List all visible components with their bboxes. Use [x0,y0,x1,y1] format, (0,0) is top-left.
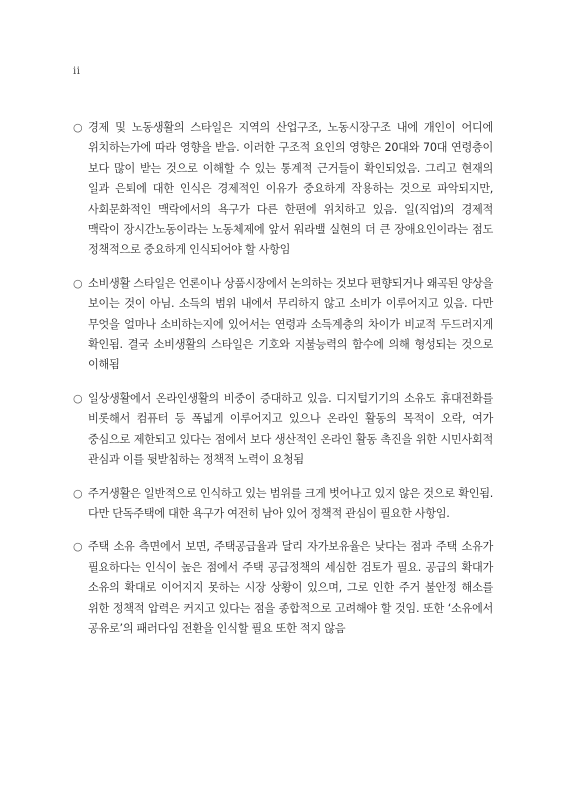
bullet-text: 일상생활에서 온라인생활의 비중이 증대하고 있음. 디지털기기의 소유도 휴대전화를 비롯해서 컴퓨터 등 폭넓게 이루어지고 있으나 온라인 활동의 목적이 오락, 여가 중심으로 제한되고 있다는 점에서 보다 생산적인 온라인 활동 촉진을 위한 시민사회적 관심과 이를 뒷받침하는 정책적 노력이 요청됨 [88,391,493,467]
bullet-circle-icon: ○ [73,121,83,134]
bullet-circle-icon: ○ [73,391,83,405]
bullet-circle-icon: ○ [73,486,83,500]
bullet-item [73,118,493,261]
bullet-circle-icon: ○ [73,276,83,290]
bullet-item [73,484,493,525]
page-number: ii [73,66,81,77]
bullet-text: 주거생활은 일반적으로 인식하고 있는 범위를 크게 벗어나고 있지 않은 것으로 확인됨. 다만 단독주택에 대한 욕구가 여전히 남아 있어 정책적 관심이 필요한 사항임. [88,486,493,520]
summary-bullet-list [73,118,493,652]
bullet-item [73,274,493,376]
bullet-circle-icon: ○ [73,540,83,554]
bullet-item [73,389,493,471]
bullet-text: 소비생활 스타일은 언론이나 상품시장에서 논의하는 것보다 편향되거나 왜곡된 양상을 보이는 것이 아님. 소득의 범위 내에서 무리하지 않고 소비가 이루어지고 있음. 다만 무엇을 얼마나 소비하는지에 있어서는 연령과 소득계층의 차이가 비교적 두드러지게 확인됨. 결국 소비생활의 스타일은 기호와 지불능력의 함수에 의해 형성되는 것으로 이해됨 [88,276,493,372]
bullet-text: 경제 및 노동생활의 스타일은 지역의 산업구조, 노동시장구조 내에 개인이 어디에 위치하는가에 따라 영향을 받음. 이러한 구조적 요인의 영향은 20대와 70대 연령층이 보다 많이 받는 것으로 이해할 수 있는 통계적 근거들이 확인되었음. 그리고 현재의 일과 은퇴에 대한 인식은 경제적인 이유가 중요하게 작용하는 것으로 파악되지만, 사회문화적인 맥락에서의 욕구가 다른 한편에 위치하고 있음. 일(직업)의 경제적 맥락이 장시간노동이라는 노동체제에 앞서 워라밸 실현의 더 큰 장애요인이라는 점도 정책적으로 중요하게 인식되어야 할 사항임 [88,121,493,257]
bullet-item [73,537,493,639]
bullet-text: 주택 소유 측면에서 보면, 주택공급율과 달리 자가보유율은 낮다는 점과 주택 소유가 필요하다는 인식이 높은 점에서 주택 공급정책의 세심한 검토가 필요. 공급의 확대가 소유의 확대로 이어지지 못하는 시장 상황이 있으며, 그로 인한 주거 불안정 해소를 위한 정책적 압력은 커지고 있다는 점을 종합적으로 고려해야 할 것임. 또한 ‘소유에서 공유로’의 패러다임 전환을 인식할 필요 또한 적지 않음 [88,540,493,635]
